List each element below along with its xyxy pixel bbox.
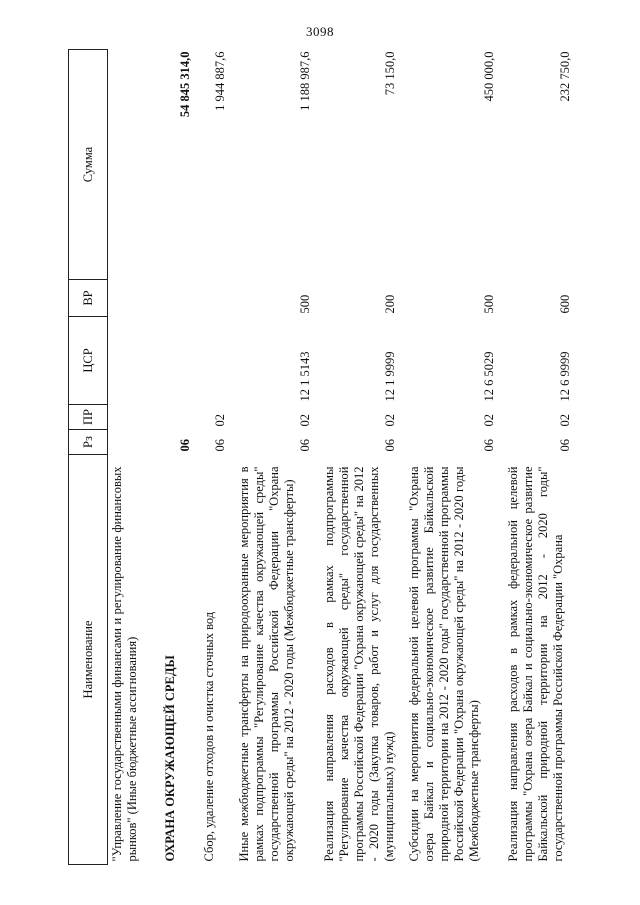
row-pr: 02 <box>558 414 572 427</box>
row-rz: 06 <box>298 439 312 452</box>
header-rz: Рз <box>69 430 108 455</box>
table-row <box>502 50 573 865</box>
row-vr: 500 <box>482 294 496 314</box>
header-csr: ЦСР <box>69 317 108 405</box>
row-sum: 232 750,0 <box>558 51 572 102</box>
row-pr: 02 <box>213 414 227 427</box>
header-pr: ПР <box>69 405 108 430</box>
table-row <box>233 50 318 865</box>
table-row <box>403 50 502 865</box>
row-rz: 06 <box>383 439 397 452</box>
row-sum: 1 188 987,6 <box>298 51 312 111</box>
table-row <box>318 50 403 865</box>
row-rz <box>108 430 160 455</box>
table-row-section <box>159 50 198 865</box>
row-sum: 1 944 887,6 <box>213 51 227 111</box>
row-pr: 02 <box>383 414 397 427</box>
row-vr <box>159 280 198 317</box>
row-name: Реализация направления расходов в рамках федеральной целевой программы "Охрана озера Байкал и социально-экономическое развитие Байкальской природной территории на 2012 - 2020 годы" государственной программы Российской Федерации "Охрана <box>506 466 565 862</box>
row-rz: 06 <box>213 439 227 452</box>
row-sum: 450 000,0 <box>482 51 496 102</box>
row-pr <box>159 405 198 430</box>
row-sum <box>108 50 160 280</box>
row-sum: 73 150,0 <box>383 51 397 96</box>
row-vr: 500 <box>298 294 312 314</box>
row-rz: 06 <box>482 439 496 452</box>
row-csr <box>108 317 160 405</box>
row-vr <box>198 280 233 317</box>
row-pr: 02 <box>298 414 312 427</box>
row-pr <box>108 405 160 430</box>
table-row <box>108 50 160 865</box>
row-pr: 02 <box>482 414 496 427</box>
budget-table <box>68 49 573 865</box>
row-vr <box>108 280 160 317</box>
row-rz: 06 <box>178 439 192 452</box>
header-vr: ВР <box>69 280 108 317</box>
row-name: "Управление государственными финансами и регулирование финансовых рынков" (Иные бюджетные ассигнования) <box>110 466 139 862</box>
row-name: Иные межбюджетные трансферты на природоохранные мероприятия в рамках подпрограммы "Регулирование качества окружающей среды" государственной программы Российской Федерации "Охрана окружающей среды" на 2012 - 2020 годы (Межбюджетные трансферты) <box>237 466 296 862</box>
row-csr <box>198 317 233 405</box>
row-csr: 12 1 9999 <box>383 351 397 402</box>
row-csr: 12 6 5029 <box>482 351 496 402</box>
row-name: Субсидии на мероприятия федеральной целевой программы "Охрана озера Байкал и социально-экономическое развитие Байкальской природной территории на 2012 - 2020 годы" государственной программы Российской Федерации "Охрана окружающей среды" на 2012 - 2020 годы (Межбюджетные трансферты) <box>407 466 481 862</box>
section-sum: 54 845 314,0 <box>178 51 192 118</box>
row-csr: 12 1 5143 <box>298 351 312 402</box>
header-name: Наименование <box>69 455 108 865</box>
page-number: 3098 <box>306 24 334 39</box>
table-header <box>69 50 108 865</box>
row-csr <box>159 317 198 405</box>
header-sum: Сумма <box>69 50 108 280</box>
row-vr: 200 <box>383 294 397 314</box>
rotated-table-sheet <box>68 50 608 865</box>
table-row <box>198 50 233 865</box>
row-rz: 06 <box>558 439 572 452</box>
section-title: ОХРАНА ОКРУЖАЮЩЕЙ СРЕДЫ <box>163 655 177 862</box>
row-name: Реализация направления расходов в рамках подпрограммы "Регулирование качества окружающей среды" государственной программы Российской Федерации "Охрана окружающей среды" на 2012 - 2020 годы (Закупка товаров, работ и услуг для государственных (муниципальных) нужд) <box>322 466 396 862</box>
row-name: Сбор, удаление отходов и очистка сточных вод <box>202 611 216 862</box>
row-vr: 600 <box>558 294 572 314</box>
row-csr: 12 6 9999 <box>558 351 572 402</box>
